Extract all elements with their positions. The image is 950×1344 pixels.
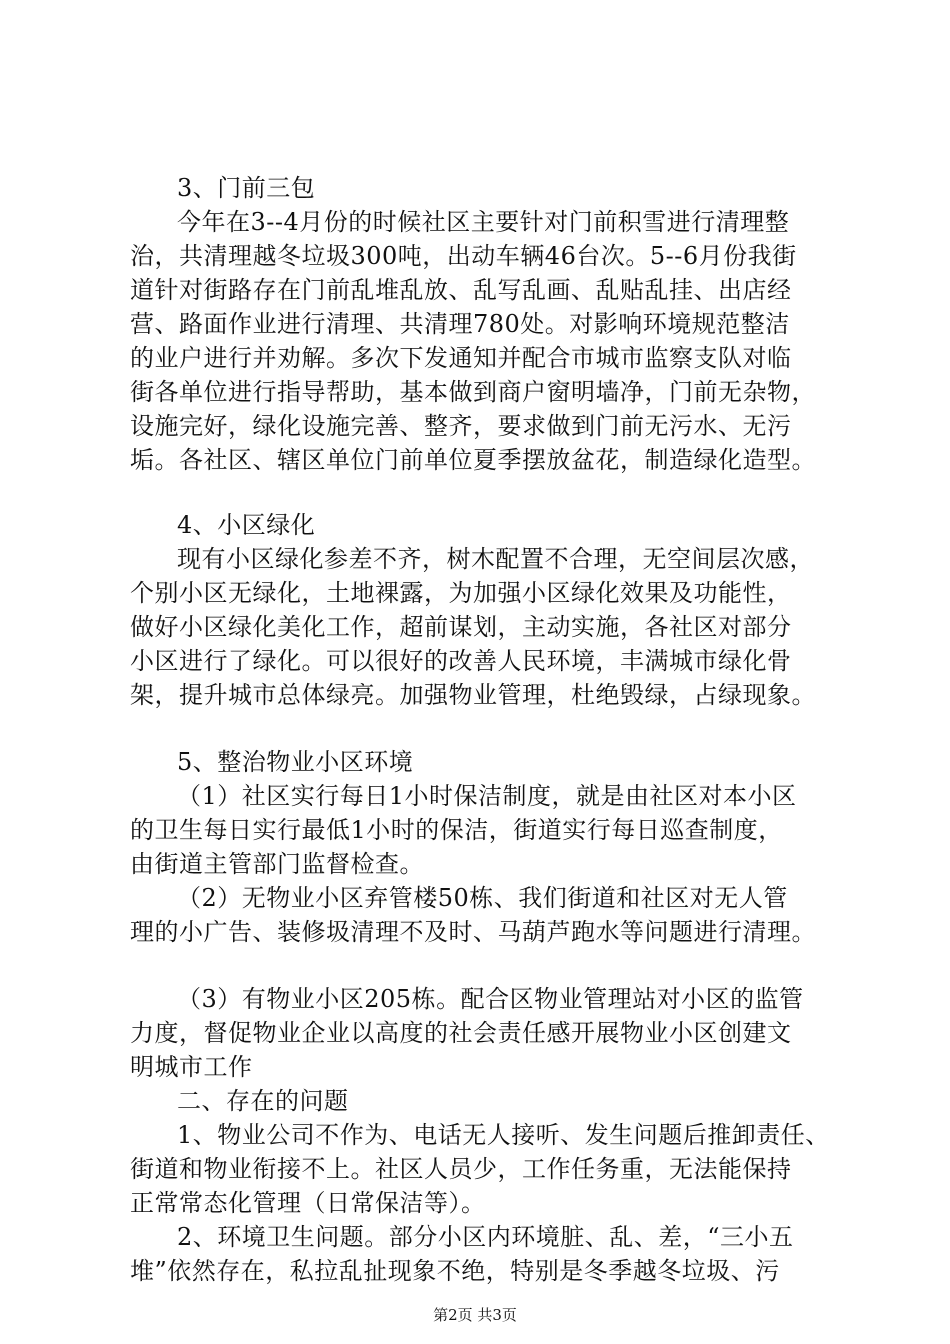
paragraph-line: 今年在3--4月份的时候社区主要针对门前积雪进行清理整 xyxy=(177,208,790,236)
paragraph-line: 的卫生每日实行最低1小时的保洁，街道实行每日巡查制度， xyxy=(130,816,783,844)
paragraph-line: 2、环境卫生问题。部分小区内环境脏、乱、差，“三小五 xyxy=(177,1223,794,1251)
paragraph-line: （3）有物业小区205栋。配合区物业管理站对小区的监管 xyxy=(177,985,804,1013)
paragraph-line: 垢。各社区、辖区单位门前单位夏季摆放盆花，制造绿化造型。 xyxy=(130,446,816,474)
paragraph-line: 由街道主管部门监督检查。 xyxy=(130,850,424,878)
section-heading-5: 5、整治物业小区环境 xyxy=(177,748,414,776)
paragraph-line: 明城市工作 xyxy=(130,1053,253,1081)
paragraph-line: 1、物业公司不作为、电话无人接听、发生问题后推卸责任、 xyxy=(177,1121,830,1149)
paragraph-line: （1）社区实行每日1小时保洁制度，就是由社区对本小区 xyxy=(177,782,797,810)
paragraph-line: 道针对街路存在门前乱堆乱放、乱写乱画、乱贴乱挂、出店经 xyxy=(130,276,792,304)
paragraph-line: 的业户进行并劝解。多次下发通知并配合市城市监察支队对临 xyxy=(130,344,792,372)
paragraph-line: 做好小区绿化美化工作，超前谋划，主动实施，各社区对部分 xyxy=(130,613,792,641)
section-heading-4: 4、小区绿化 xyxy=(177,511,316,539)
section-heading-3: 3、门前三包 xyxy=(177,174,316,202)
paragraph-line: 架，提升城市总体绿亮。加强物业管理，杜绝毁绿，占绿现象。 xyxy=(130,681,816,709)
paragraph-line: （2）无物业小区弃管楼50栋、我们街道和社区对无人管 xyxy=(177,884,788,912)
paragraph-line: 治，共清理越冬垃圾300吨，出动车辆46台次。5--6月份我街 xyxy=(130,242,797,270)
paragraph-line: 正常常态化管理（日常保洁等）。 xyxy=(130,1189,486,1217)
paragraph-line: 理的小广告、装修圾清理不及时、马葫芦跑水等问题进行清理。 xyxy=(130,918,816,946)
paragraph-line: 个别小区无绿化，土地裸露，为加强小区绿化效果及功能性， xyxy=(130,579,792,607)
section-heading-problems: 二、存在的问题 xyxy=(177,1087,349,1115)
paragraph-line: 现有小区绿化参差不齐，树木配置不合理，无空间层次感， xyxy=(177,545,814,573)
paragraph-line: 营、路面作业进行清理、共清理780处。对影响环境规范整洁 xyxy=(130,310,790,338)
paragraph-line: 街各单位进行指导帮助，基本做到商户窗明墙净，门前无杂物， xyxy=(130,378,816,406)
paragraph-line: 设施完好，绿化设施完善、整齐，要求做到门前无污水、无污 xyxy=(130,412,792,440)
page-footer: 第2页 共3页 xyxy=(433,1306,517,1324)
paragraph-line: 堆”依然存在，私拉乱扯现象不绝，特别是冬季越冬垃圾、污 xyxy=(130,1257,780,1285)
paragraph-line: 街道和物业衔接不上。社区人员少，工作任务重，无法能保持 xyxy=(130,1155,792,1183)
paragraph-line: 力度，督促物业企业以高度的社会责任感开展物业小区创建文 xyxy=(130,1019,792,1047)
paragraph-line: 小区进行了绿化。可以很好的改善人民环境，丰满城市绿化骨 xyxy=(130,647,792,675)
